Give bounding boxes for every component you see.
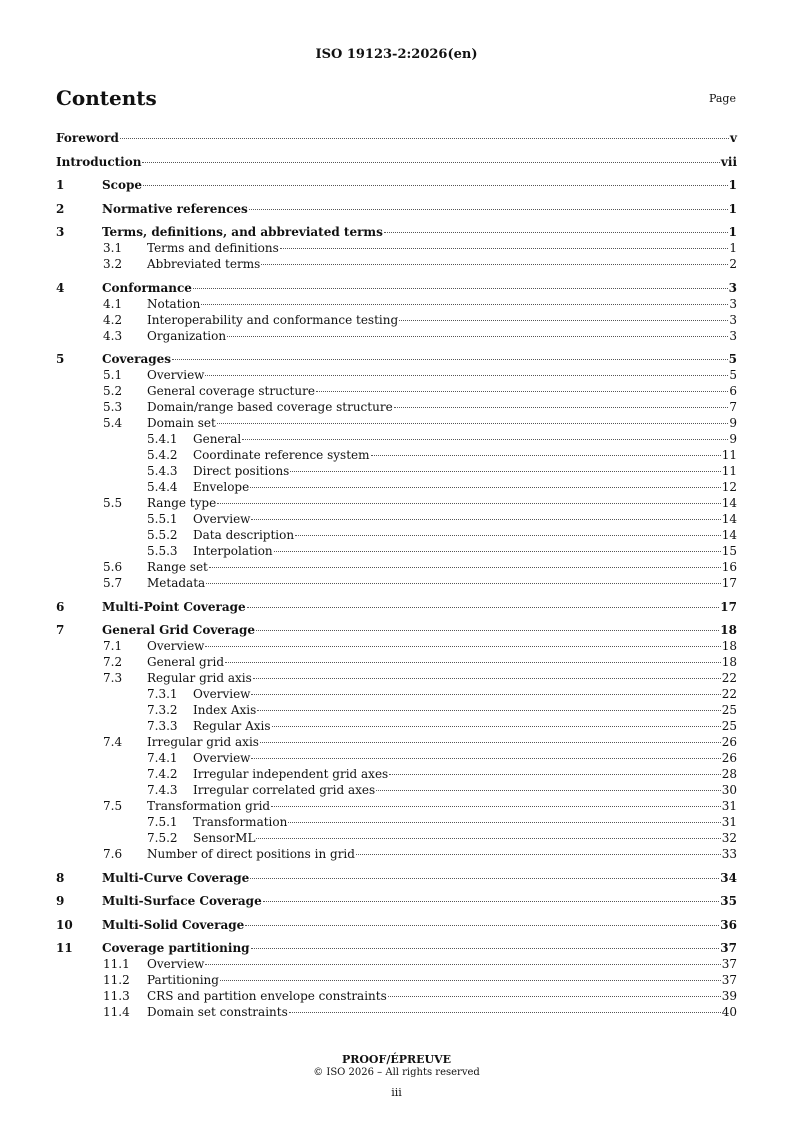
toc-entry-page[interactable]: 9 — [729, 416, 737, 430]
toc-entry-number: 11.2 — [103, 973, 130, 987]
toc-entry-title[interactable]: Interpolation — [193, 544, 273, 558]
toc-entry-number: 4.3 — [103, 328, 123, 343]
toc-entry-number: 9 — [56, 894, 65, 908]
toc-entry-title[interactable]: Conformance — [102, 280, 192, 295]
page-column-label: Page — [708, 92, 736, 105]
toc-entry-title[interactable]: Organization — [147, 328, 227, 343]
toc-entry-number: 11.4 — [103, 1005, 130, 1019]
toc-entry-page[interactable]: 3 — [729, 296, 737, 311]
toc-entry-number: 5.3 — [103, 400, 123, 414]
toc-entry-number: 7.3 — [103, 671, 123, 685]
toc-entry-number: 4.1 — [103, 296, 123, 311]
toc-entry-title[interactable]: Transformation grid — [147, 799, 271, 813]
toc-entry-title[interactable]: Overview — [193, 512, 251, 526]
toc-entry-page[interactable]: 3 — [729, 312, 737, 327]
toc-entry[interactable] — [56, 814, 737, 830]
toc-entry-page[interactable]: 40 — [721, 1005, 737, 1019]
toc-entry-title[interactable]: Overview — [193, 751, 251, 765]
toc-entry-page[interactable]: 34 — [720, 870, 737, 885]
toc-entry[interactable] — [56, 447, 737, 463]
toc-entry[interactable] — [56, 798, 737, 814]
dot-leader — [206, 582, 721, 584]
dot-leader — [142, 161, 719, 163]
dot-leader — [205, 374, 728, 376]
toc-entry-title[interactable]: General coverage structure — [147, 384, 315, 398]
toc-entry-title[interactable]: Overview — [147, 639, 205, 653]
toc-entry-number: 7.4.1 — [147, 751, 178, 765]
toc-entry-title[interactable]: Direct positions — [193, 464, 290, 478]
toc-entry-number: 4 — [56, 280, 65, 295]
toc-entry-page[interactable]: 18 — [721, 639, 737, 653]
toc-entry-number: 5.5.3 — [147, 544, 178, 558]
toc-entry-title[interactable]: Transformation — [193, 815, 288, 829]
toc-entry-number: 7.2 — [103, 655, 123, 669]
toc-entry[interactable] — [56, 130, 737, 146]
toc-entry[interactable] — [56, 917, 737, 933]
dot-leader — [247, 606, 720, 608]
dot-leader — [227, 335, 728, 337]
dot-leader — [261, 263, 728, 265]
toc-entry-title[interactable]: Multi-Surface Coverage — [102, 894, 262, 908]
toc-entry-title[interactable]: Overview — [193, 687, 251, 701]
toc-entry[interactable] — [56, 511, 737, 527]
toc-entry-number: 5.4.4 — [147, 480, 178, 494]
toc-entry-number: 4.2 — [103, 312, 123, 327]
toc-entry-title[interactable]: SensorML — [193, 831, 256, 845]
toc-entry-page[interactable]: 37 — [721, 957, 737, 971]
toc-entry-number: 5.5.1 — [147, 512, 178, 526]
toc-entry-page[interactable]: 3 — [728, 280, 737, 295]
toc-entry-number: 6 — [56, 599, 65, 614]
toc-entry[interactable] — [56, 893, 737, 909]
toc-entry-title[interactable]: CRS and partition envelope constraints — [147, 989, 387, 1003]
toc-entry[interactable] — [56, 154, 737, 170]
dot-leader — [205, 963, 720, 965]
toc-entry-page[interactable]: 18 — [721, 655, 737, 669]
toc-entry[interactable] — [56, 367, 737, 383]
toc-entry-title[interactable]: Domain/range based coverage structure — [147, 400, 393, 414]
dot-leader — [249, 208, 728, 210]
toc-entry[interactable] — [56, 988, 737, 1004]
toc-entry-number: 5.5 — [103, 496, 123, 510]
toc-entry-number: 7.3.3 — [147, 719, 178, 733]
dot-leader — [288, 821, 720, 823]
toc-entry[interactable] — [56, 177, 737, 193]
toc-entry[interactable] — [56, 383, 737, 399]
toc-entry[interactable] — [56, 686, 737, 702]
toc-entry-title[interactable]: Data description — [193, 528, 295, 542]
toc-entry-number: 5.2 — [103, 384, 123, 398]
toc-entry-page[interactable]: 5 — [729, 368, 737, 382]
toc-entry-title[interactable]: Multi-Point Coverage — [102, 599, 246, 614]
toc-entry-number: 7.3.2 — [147, 703, 178, 717]
dot-leader — [263, 900, 720, 902]
toc-entry-number: 1 — [56, 178, 65, 192]
toc-entry-page[interactable]: 14 — [721, 528, 737, 542]
dot-leader — [256, 629, 719, 631]
toc-entry-title[interactable]: Coverage partitioning — [102, 941, 250, 955]
toc-entry-page[interactable]: 35 — [720, 894, 737, 908]
dot-leader — [172, 358, 728, 360]
toc-entry-page[interactable]: 28 — [721, 767, 737, 781]
dot-leader — [399, 319, 728, 321]
toc-entry[interactable] — [56, 654, 737, 670]
toc-entry-number: 7.5.2 — [147, 831, 178, 845]
toc-entry-page[interactable]: 17 — [720, 599, 737, 614]
toc-entry-title[interactable]: General Grid Coverage — [102, 623, 256, 637]
dot-leader — [209, 566, 721, 568]
toc-entry[interactable] — [56, 702, 737, 718]
toc-entry-page[interactable]: 9 — [729, 432, 737, 446]
toc-entry[interactable] — [56, 351, 737, 367]
page-number: iii — [391, 1086, 402, 1099]
toc-entry-number: 3.2 — [103, 257, 123, 271]
toc-entry-page[interactable]: 31 — [721, 799, 737, 813]
toc-entry-page[interactable]: 17 — [721, 576, 737, 590]
dot-leader — [389, 773, 721, 775]
toc-entry-title[interactable]: General grid — [147, 655, 224, 669]
toc-entry-title[interactable]: Index Axis — [193, 703, 257, 717]
toc-entry-page[interactable]: 1 — [728, 178, 737, 192]
toc-entry-page[interactable]: 26 — [721, 751, 737, 765]
toc-entry-page[interactable]: 11 — [721, 464, 737, 478]
toc-entry-page[interactable]: 31 — [721, 815, 737, 829]
toc-entry-title[interactable]: Overview — [147, 957, 205, 971]
toc-entry-title[interactable]: Irregular independent grid axes — [193, 767, 389, 781]
toc-entry-number: 7.1 — [103, 639, 123, 653]
toc-entry[interactable] — [56, 940, 737, 956]
toc-entry-page[interactable]: 22 — [721, 687, 737, 701]
toc-entry-title[interactable]: Interoperability and conformance testing — [147, 312, 399, 327]
toc-entry[interactable] — [56, 463, 737, 479]
toc-entry-number: 7.4 — [103, 735, 123, 749]
dot-leader — [260, 741, 721, 743]
toc-entry[interactable] — [56, 782, 737, 798]
dot-leader — [289, 1011, 721, 1013]
toc-entry-number: 7.4.2 — [147, 767, 178, 781]
toc-entry[interactable] — [56, 750, 737, 766]
toc-entry-number: 5 — [56, 352, 65, 366]
toc-entry-title[interactable]: General — [193, 432, 242, 446]
toc-entry-page[interactable]: 22 — [721, 671, 737, 685]
toc-entry-number: 5.5.2 — [147, 528, 178, 542]
toc-entry[interactable] — [56, 201, 737, 217]
toc-entry[interactable] — [56, 399, 737, 415]
dot-leader — [217, 422, 729, 424]
toc-entry[interactable] — [56, 622, 737, 638]
dot-leader — [272, 725, 721, 727]
toc-entry-page[interactable]: 6 — [729, 384, 737, 398]
dot-leader — [143, 184, 728, 186]
toc-entry-title[interactable]: Foreword — [56, 131, 119, 145]
contents-title: Contents — [56, 86, 157, 110]
toc-entry-number: 5.4.1 — [147, 432, 178, 446]
toc-entry-page[interactable]: 39 — [721, 989, 737, 1003]
toc-entry[interactable] — [56, 240, 737, 256]
toc-entry[interactable] — [56, 972, 737, 988]
toc-entry-title[interactable]: Coordinate reference system — [193, 448, 370, 462]
dot-leader — [205, 645, 720, 647]
toc-entry-page[interactable]: 11 — [721, 448, 737, 462]
toc-entry-title[interactable]: Metadata — [147, 576, 206, 590]
toc-entry[interactable] — [56, 296, 737, 312]
toc-entry-title[interactable]: Overview — [147, 368, 205, 382]
toc-entry-page[interactable]: 16 — [721, 560, 737, 574]
copyright-notice: © ISO 2026 – All rights reserved — [313, 1067, 480, 1078]
toc-entry-page[interactable]: v — [730, 131, 737, 145]
dot-leader — [245, 924, 719, 926]
dot-leader — [271, 805, 721, 807]
toc-entry-page[interactable]: 12 — [721, 480, 737, 494]
toc-entry-number: 7.4.3 — [147, 783, 178, 797]
toc-entry[interactable] — [56, 670, 737, 686]
dot-leader — [295, 534, 721, 536]
toc-entry-title[interactable]: Range set — [147, 560, 208, 574]
toc-entry-page[interactable]: 37 — [721, 973, 737, 987]
dot-leader — [388, 995, 721, 997]
toc-entry-title[interactable]: Irregular correlated grid axes — [193, 783, 376, 797]
toc-entry[interactable] — [56, 830, 737, 846]
toc-entry[interactable] — [56, 870, 737, 886]
toc-entry[interactable] — [56, 575, 737, 591]
toc-entry-title[interactable]: Introduction — [56, 154, 142, 169]
document-id-header: ISO 19123-2:2026(en) — [315, 47, 478, 62]
toc-entry-number: 11 — [56, 941, 73, 955]
dot-leader — [274, 550, 721, 552]
toc-entry-title[interactable]: Domain set — [147, 416, 216, 430]
toc-entry-page[interactable]: 26 — [721, 735, 737, 749]
toc-entry[interactable] — [56, 495, 737, 511]
toc-entry-number: 5.7 — [103, 576, 123, 590]
dot-leader — [242, 438, 728, 440]
toc-entry[interactable] — [56, 599, 737, 615]
dot-leader — [250, 486, 721, 488]
toc-entry-title[interactable]: Terms, definitions, and abbreviated terms — [102, 225, 383, 239]
dot-leader — [225, 661, 721, 663]
toc-entry[interactable] — [56, 256, 737, 272]
dot-leader — [371, 454, 721, 456]
toc-entry-page[interactable]: 1 — [728, 225, 737, 239]
toc-entry-title[interactable]: Multi-Solid Coverage — [102, 917, 245, 932]
toc-entry-number: 7.5 — [103, 799, 123, 813]
dot-leader — [251, 757, 720, 759]
dot-leader — [256, 837, 720, 839]
toc-entry-number: 5.4 — [103, 416, 123, 430]
toc-entry-page[interactable]: 36 — [720, 917, 737, 932]
dot-leader — [280, 247, 729, 249]
toc-entry-title[interactable]: Regular Axis — [193, 719, 271, 733]
toc-entry[interactable] — [56, 431, 737, 447]
dot-leader — [356, 853, 721, 855]
dot-leader — [384, 231, 728, 233]
toc-entry[interactable] — [56, 718, 737, 734]
toc-entry[interactable] — [56, 766, 737, 782]
toc-entry-number: 3.1 — [103, 241, 123, 255]
dot-leader — [217, 502, 721, 504]
dot-leader — [290, 470, 720, 472]
toc-entry-title[interactable]: Regular grid axis — [147, 671, 252, 685]
toc-entry-page[interactable]: 5 — [728, 352, 737, 366]
toc-entry-title[interactable]: Normative references — [102, 201, 248, 216]
toc-entry-page[interactable]: 14 — [721, 496, 737, 510]
toc-entry-number: 7.3.1 — [147, 687, 178, 701]
toc-entry-number: 5.4.2 — [147, 448, 178, 462]
toc-entry-number: 5.4.3 — [147, 464, 178, 478]
dot-leader — [201, 303, 728, 305]
proof-label: PROOF/ÉPREUVE — [341, 1053, 452, 1066]
toc-entry[interactable] — [56, 527, 737, 543]
toc-entry-number: 11.1 — [103, 957, 130, 971]
toc-entry-page[interactable]: 37 — [720, 941, 737, 955]
toc-entry-page[interactable]: 25 — [721, 703, 737, 717]
toc-entry[interactable] — [56, 415, 737, 431]
toc-entry-title[interactable]: Number of direct positions in grid — [147, 847, 355, 861]
dot-leader — [251, 518, 720, 520]
toc-entry-number: 11.3 — [103, 989, 130, 1003]
dot-leader — [193, 287, 728, 289]
toc-entry-page[interactable]: 15 — [721, 544, 737, 558]
toc-entry-page[interactable]: 1 — [728, 201, 737, 216]
toc-entry-page[interactable]: vii — [720, 154, 737, 169]
toc-entry[interactable] — [56, 956, 737, 972]
toc-entry[interactable] — [56, 328, 737, 344]
toc-entry-number: 10 — [56, 917, 73, 932]
toc-entry[interactable] — [56, 224, 737, 240]
dot-leader — [120, 137, 729, 139]
toc-entry-page[interactable]: 32 — [721, 831, 737, 845]
dot-leader — [251, 947, 720, 949]
dot-leader — [316, 390, 728, 392]
dot-leader — [257, 709, 720, 711]
toc-entry-title[interactable]: Irregular grid axis — [147, 735, 259, 749]
dot-leader — [394, 406, 729, 408]
toc-entry-page[interactable]: 1 — [729, 241, 737, 255]
toc-entry-number: 5.1 — [103, 368, 123, 382]
toc-entry-number: 3 — [56, 225, 65, 239]
toc-entry-title[interactable]: Partitioning — [147, 973, 219, 987]
toc-entry-title[interactable]: Domain set constraints — [147, 1005, 288, 1019]
toc-entry-title[interactable]: Coverages — [102, 352, 172, 366]
toc-entry-title[interactable]: Multi-Curve Coverage — [102, 870, 250, 885]
toc-entry-title[interactable]: Scope — [102, 178, 143, 192]
toc-entry[interactable] — [56, 1004, 737, 1020]
toc-entry-number: 2 — [56, 201, 65, 216]
toc-entry-page[interactable]: 18 — [720, 623, 737, 637]
toc-entry-page[interactable]: 3 — [729, 328, 737, 343]
toc-entry[interactable] — [56, 543, 737, 559]
toc-entry[interactable] — [56, 846, 737, 862]
toc-entry-title[interactable]: Notation — [147, 296, 201, 311]
toc-entry-title[interactable]: Range type — [147, 496, 217, 510]
toc-entry[interactable] — [56, 559, 737, 575]
toc-entry-page[interactable]: 30 — [721, 783, 737, 797]
toc-entry-number: 7.6 — [103, 847, 123, 861]
toc-entry[interactable] — [56, 280, 737, 296]
dot-leader — [253, 677, 721, 679]
toc-entry-number: 8 — [56, 870, 65, 885]
toc-entry-title[interactable]: Envelope — [193, 480, 250, 494]
toc-entry[interactable] — [56, 734, 737, 750]
table-of-contents — [56, 130, 737, 1020]
toc-entry-number: 7.5.1 — [147, 815, 178, 829]
toc-entry[interactable] — [56, 312, 737, 328]
toc-entry-title[interactable]: Terms and definitions — [147, 241, 279, 255]
toc-entry-page[interactable]: 2 — [729, 257, 737, 271]
toc-entry-title[interactable]: Abbreviated terms — [147, 257, 261, 271]
toc-entry-page[interactable]: 7 — [729, 400, 737, 414]
toc-entry-page[interactable]: 33 — [721, 847, 737, 861]
dot-leader — [250, 877, 719, 879]
toc-entry[interactable] — [56, 638, 737, 654]
dot-leader — [376, 789, 721, 791]
dot-leader — [220, 979, 721, 981]
toc-entry-page[interactable]: 25 — [721, 719, 737, 733]
toc-entry-number: 5.6 — [103, 560, 123, 574]
dot-leader — [251, 693, 720, 695]
toc-entry[interactable] — [56, 479, 737, 495]
toc-entry-number: 7 — [56, 623, 65, 637]
toc-entry-page[interactable]: 14 — [721, 512, 737, 526]
